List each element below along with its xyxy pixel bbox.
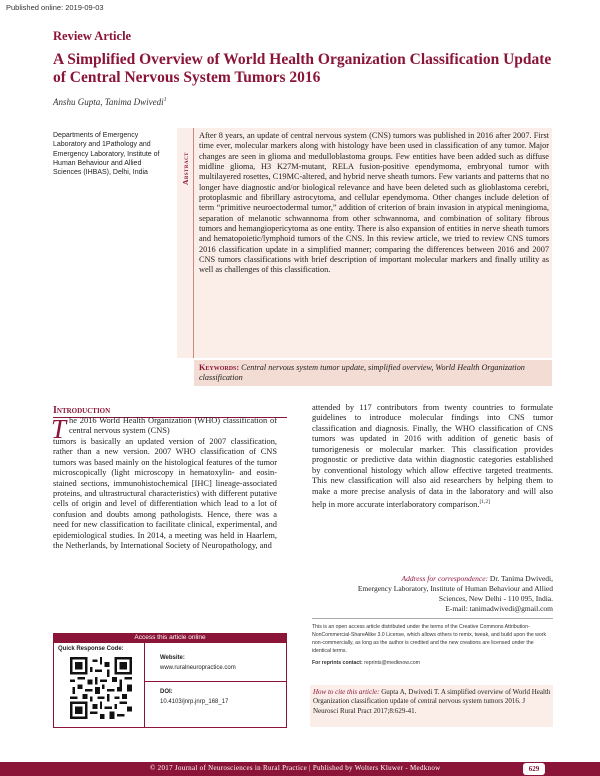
author-names: Anshu Gupta, Tanima Dwivedi bbox=[53, 97, 164, 107]
correspondence-line1: Emergency Laboratory, Institute of Human Behaviour and Allied bbox=[357, 584, 553, 593]
abstract-label bbox=[180, 143, 192, 193]
keywords bbox=[199, 363, 549, 383]
correspondence-line2: Sciences, New Delhi - 110 095, India. bbox=[438, 594, 553, 603]
doi-label: DOI: bbox=[160, 689, 173, 695]
citation bbox=[313, 688, 551, 716]
open-access-notice: This is an open access article distributed under the terms of the Creative Commons Attribution-NonCommercial-ShareAlike 3.0 License, which allows others to remix, tweak, and build upon the work non-commercially, as long as the author is credited and the new creations are licensed under the identical terms. bbox=[312, 624, 547, 654]
correspondence-head bbox=[312, 574, 553, 584]
article-title: A Simplified Overview of World Health Organization Classification Update of Central Nervous System Tumors 2016 bbox=[53, 51, 552, 86]
website-link[interactable]: www.ruralneuropractice.com bbox=[160, 665, 236, 671]
abstract-label-text: Abstract bbox=[181, 151, 191, 185]
drop-cap: T bbox=[51, 414, 67, 444]
intro-col2-text: attended by 117 contributors from twenty countries to formulate guidelines to introduce molecular findings into CNS tumor classification and diagnosis. Finally, the WHO classification of CNS tumors was updated in 2016 with addition of genetic basis of tumorigenesis or molecular marker. This classification provides prognostic or predictive data within diagnostic categories established by conventional histology which allow effective targeted treatments. This new classification will also aid researchers by helping them to make a more precise analysis of data in the laboratory and will also help in more accurate interlaboratory comparison. bbox=[312, 403, 553, 509]
intro-col1-first: he 2016 World Health Organization (WHO) classification of central nervous system (CNS) bbox=[69, 416, 277, 436]
affiliation: Departments of Emergency Laboratory and 1Pathology and Emergency Laboratory, Institute of Human Behaviour and Allied Sciences (IHBAS), Delhi, India bbox=[53, 132, 160, 177]
doi-link[interactable]: 10.4103/jnrp.jnrp_168_17 bbox=[160, 699, 229, 705]
correspondence-name: Dr. Tanima Dwivedi, bbox=[489, 574, 553, 583]
intro-col1-rest: tumors is basically an updated version of 2007 classification, rather than a new version. 2007 WHO classification of CNS tumors was based mainly on the histological features of the tumor microscopically (light microscopy in hematoxylin- and eosin-stained sections, immunohistochemical [IHC] lineage-associated proteins, and ultrastructural characteristics) with different putative cells of origin and level of differentiation which lead to a lot of confusion and doubts among pathologists. Hence, there was a need for new classification to facilitate clinical, experimental, and epidemiological studies. In 2014, a meeting was held in Haarlem, the Netherlands, by International Society of Neuropathology, and bbox=[53, 437, 277, 551]
qr-code-icon[interactable] bbox=[70, 657, 132, 719]
keywords-label: Keywords: bbox=[199, 363, 240, 372]
citation-text: Gupta A, Dwivedi T. A simplified overview of World Health Organization classification update of central nervous system tumors 2016. J Neurosci Rural Pract 2017;8:629-41. bbox=[313, 688, 551, 715]
website-label: Website: bbox=[160, 655, 185, 661]
keywords-text: Central nervous system tumor update, simplified overview, World Health Organization classification bbox=[199, 363, 525, 382]
correspondence bbox=[312, 574, 553, 614]
published-date: Published online: 2019-09-03 bbox=[6, 3, 104, 12]
access-divider-vertical bbox=[144, 643, 145, 728]
access-divider-horizontal bbox=[144, 681, 287, 682]
intro-col2-ref: [1,2] bbox=[479, 499, 490, 506]
reprints-email[interactable]: reprints@medknow.com bbox=[364, 660, 420, 666]
page-number: 629 bbox=[523, 763, 545, 775]
footer-text: © 2017 Journal of Neurosciences in Rural Practice | Published by Wolters Kluwer - Medknow bbox=[150, 764, 441, 772]
open-access-rule bbox=[312, 618, 553, 619]
citation-label: How to cite this article: bbox=[313, 688, 380, 696]
abstract-text: After 8 years, an update of central nervous system (CNS) tumors was published in 2016 after 2007. First time ever, molecular markers along with histology have been used in classification of any tumor. Major changes are seen in glioma and medulloblastoma groups. Few entities have been added such as diffuse midline glioma, H3 K27M-mutant, RELA fusion-positive ependymoma, embryonal tumor with multilayered rosettes, C19MC-altered, and hybrid nerve sheath tumors. Few variants and patterns that no longer have diagnostic and/or biological relevance and have been deleted such as glioblastoma cerebri, protoplasmic and fibrillary astrocytoma, and cellular ependymoma. Other changes include deletion of term “primitive neuroectodermal tumor,” addition of criterion of brain invasion in atypical meningioma, separation of melanotic schwannoma from other schwannoma, and combination of solitary fibrous tumors and hemangiopericytoma as one entity. There is also expansion of entities in nerve sheath tumors and hematopoietic/lymphoid tumors of the CNS. In this review article, we tried to review CNS tumors 2016 classification update in a simplified manner; comparing the differences between 2016 and 2007 CNS tumors classifications with brief description of important molecular markers and finally utility as well as challenges of this classification. bbox=[199, 131, 549, 275]
authors bbox=[53, 97, 167, 107]
introduction-heading: Introduction bbox=[53, 405, 111, 416]
article-type: Review Article bbox=[53, 29, 132, 43]
correspondence-label: Address for correspondence: bbox=[401, 574, 489, 583]
access-heading: Access this article online bbox=[53, 633, 287, 643]
reprints-label: For reprints contact: bbox=[312, 660, 363, 666]
intro-col2 bbox=[312, 403, 553, 510]
reprints bbox=[312, 660, 420, 666]
qr-label: Quick Response Code: bbox=[58, 646, 124, 652]
correspondence-email[interactable]: E-mail: tanimadwivedi@gmail.com bbox=[445, 604, 553, 613]
author-superscript: 1 bbox=[163, 97, 167, 103]
